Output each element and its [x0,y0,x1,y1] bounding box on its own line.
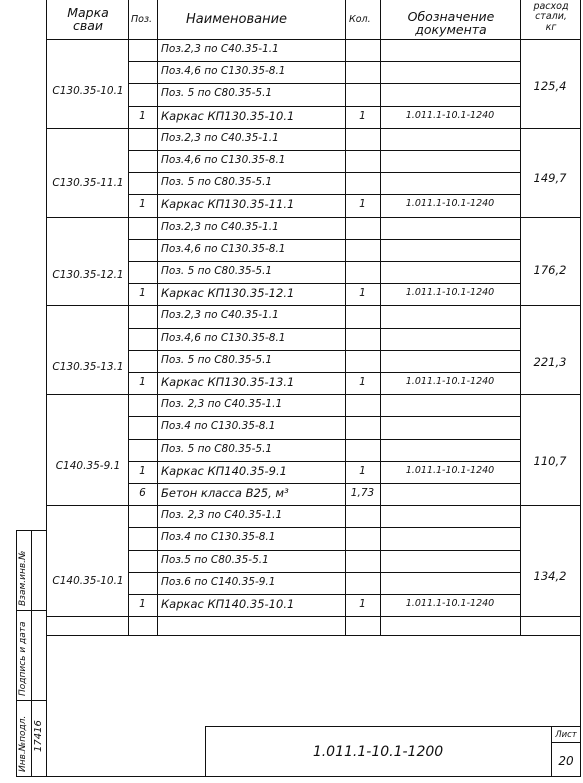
row-name: Поз.4,6 по С130.35-8.1 [161,242,286,255]
col-line [380,0,381,635]
pile-mark: С140.35-9.1 [55,460,121,472]
pile-mark: С130.35-12.1 [52,269,124,281]
sidebar-line [16,700,47,701]
row-doc: 1.011.1-10.1-1240 [405,287,495,299]
row-name: Поз.6 по С140.35-9.1 [161,575,276,588]
row-name: Каркас КП140.35-9.1 [161,463,287,478]
header-stali: стали, [535,11,567,23]
row-name: Поз.4 по С130.35-8.1 [161,420,276,433]
row-line [128,527,521,528]
sidebar-line [16,530,17,777]
row-kol: 1 [359,287,366,300]
row-line [46,505,581,506]
pile-mark: С140.35-10.1 [52,575,124,587]
row-kol: 1,73 [350,487,375,499]
frame-bottom-border [46,776,581,777]
sheet-label: Лист [555,730,577,740]
row-line [128,439,521,440]
row-kol: 1 [359,198,366,211]
row-line [46,217,581,218]
row-line [46,128,581,129]
sidebar-line [31,530,32,777]
sidebar-line [16,776,47,777]
row-line [128,261,521,262]
document-code: 1.011.1-10.1-1200 [312,744,444,760]
row-doc: 1.011.1-10.1-1240 [405,198,495,210]
row-name: Поз.4,6 по С130.35-8.1 [161,65,286,78]
header-oboznachenie: Обозначение [407,9,495,24]
row-line [128,172,521,173]
row-line [128,150,521,151]
header-bottom-line [46,39,581,40]
row-name: Поз. 2,3 по С40.35-1.1 [161,398,283,411]
steel-consumption: 125,4 [533,79,567,93]
row-name: Поз. 5 по С80.35-5.1 [161,265,273,277]
frame-left-border [46,0,47,777]
pile-mark: С130.35-10.1 [52,85,124,97]
row-line [128,350,521,351]
header-kol: Кол. [349,14,371,25]
sidebar-podpis: Подпись и дата [18,621,28,696]
table-bottom-border [46,635,581,636]
header-poz: Поз. [131,14,153,25]
header-dokumenta: документа [415,22,487,38]
row-line [128,328,521,329]
pile-mark: С130.35-11.1 [52,177,124,189]
col-line [520,0,521,635]
pile-mark: С130.35-13.1 [52,361,124,373]
row-name: Поз. 5 по С80.35-5.1 [161,176,273,189]
row-line [128,550,521,551]
row-poz: 1 [139,287,146,300]
row-name: Каркас КП130.35-10.1 [161,108,295,123]
title-block-line [205,726,581,727]
row-name: Поз. 2,3 по С40.35-1.1 [161,509,283,522]
row-line [128,372,521,373]
row-line [46,616,581,617]
row-line [128,283,521,284]
row-name: Поз.4,6 по С130.35-8.1 [161,331,286,344]
row-line [128,61,521,62]
row-line [46,305,581,306]
row-name: Каркас КП130.35-13.1 [161,375,295,389]
row-name: Поз.2,3 по С40.35-1.1 [161,309,279,322]
row-kol: 1 [359,376,366,388]
row-name: Поз. 5 по С80.35-5.1 [161,87,273,100]
row-name: Поз.4,6 по С130.35-8.1 [161,154,286,166]
row-doc: 1.011.1-10.1-1240 [405,598,495,609]
row-name: Каркас КП140.35-10.1 [161,597,295,611]
steel-consumption: 110,7 [533,454,567,468]
steel-consumption: 176,2 [533,263,567,277]
row-poz: 1 [139,376,146,388]
row-line [128,194,521,195]
row-name: Поз.2,3 по С40.35-1.1 [161,131,279,144]
row-line [128,594,521,595]
row-poz: 6 [139,487,146,499]
row-name: Бетон класса В25, м³ [161,486,289,500]
sidebar-line [16,530,47,531]
col-line [128,0,129,635]
row-name: Поз. 5 по С80.35-5.1 [161,442,273,455]
row-line [128,461,521,462]
sidebar-vzam: Взам.инв.№ [18,550,28,606]
steel-consumption: 134,2 [533,569,567,583]
sidebar-line [16,610,47,611]
col-line [157,0,158,635]
header-rashod: расход [533,1,569,12]
frame-right-border [580,0,581,777]
sheet-number: 20 [558,754,574,768]
row-poz: 1 [139,464,146,477]
row-doc: 1.011.1-10.1-1240 [405,109,495,121]
row-line [128,483,521,484]
row-line [128,572,521,573]
header-svai: сваи [72,18,104,34]
sidebar-inv-number: 17416 [33,720,44,752]
col-line [345,0,346,635]
row-name: Поз.5 по С80.35-5.1 [161,553,269,566]
row-line [128,416,521,417]
row-kol: 1 [359,464,366,477]
row-name: Поз.4 по С130.35-8.1 [161,531,276,544]
row-name: Поз. 5 по С80.35-5.1 [161,353,273,366]
row-poz: 1 [139,109,146,122]
row-poz: 1 [139,598,146,610]
row-line [128,239,521,240]
header-kg: кг [545,21,557,33]
row-name: Поз.2,3 по С40.35-1.1 [161,220,279,233]
row-name: Каркас КП130.35-12.1 [161,286,295,301]
row-line [46,394,581,395]
title-block-line [551,742,581,743]
steel-consumption: 221,3 [533,355,567,369]
row-name: Каркас КП130.35-11.1 [161,197,295,212]
row-kol: 1 [359,598,366,610]
header-naimenovanie: Наименование [186,12,288,27]
row-poz: 1 [139,198,146,211]
steel-consumption: 149,7 [533,171,567,185]
row-kol: 1 [359,109,366,122]
row-doc: 1.011.1-10.1-1240 [405,376,495,387]
row-doc: 1.011.1-10.1-1240 [405,464,495,476]
header-marka: Марка [67,5,109,20]
sidebar-inv-podl: Инв.№подл. [18,715,28,772]
row-line [128,83,521,84]
row-line [128,106,521,107]
row-name: Поз.2,3 по С40.35-1.1 [161,43,279,55]
